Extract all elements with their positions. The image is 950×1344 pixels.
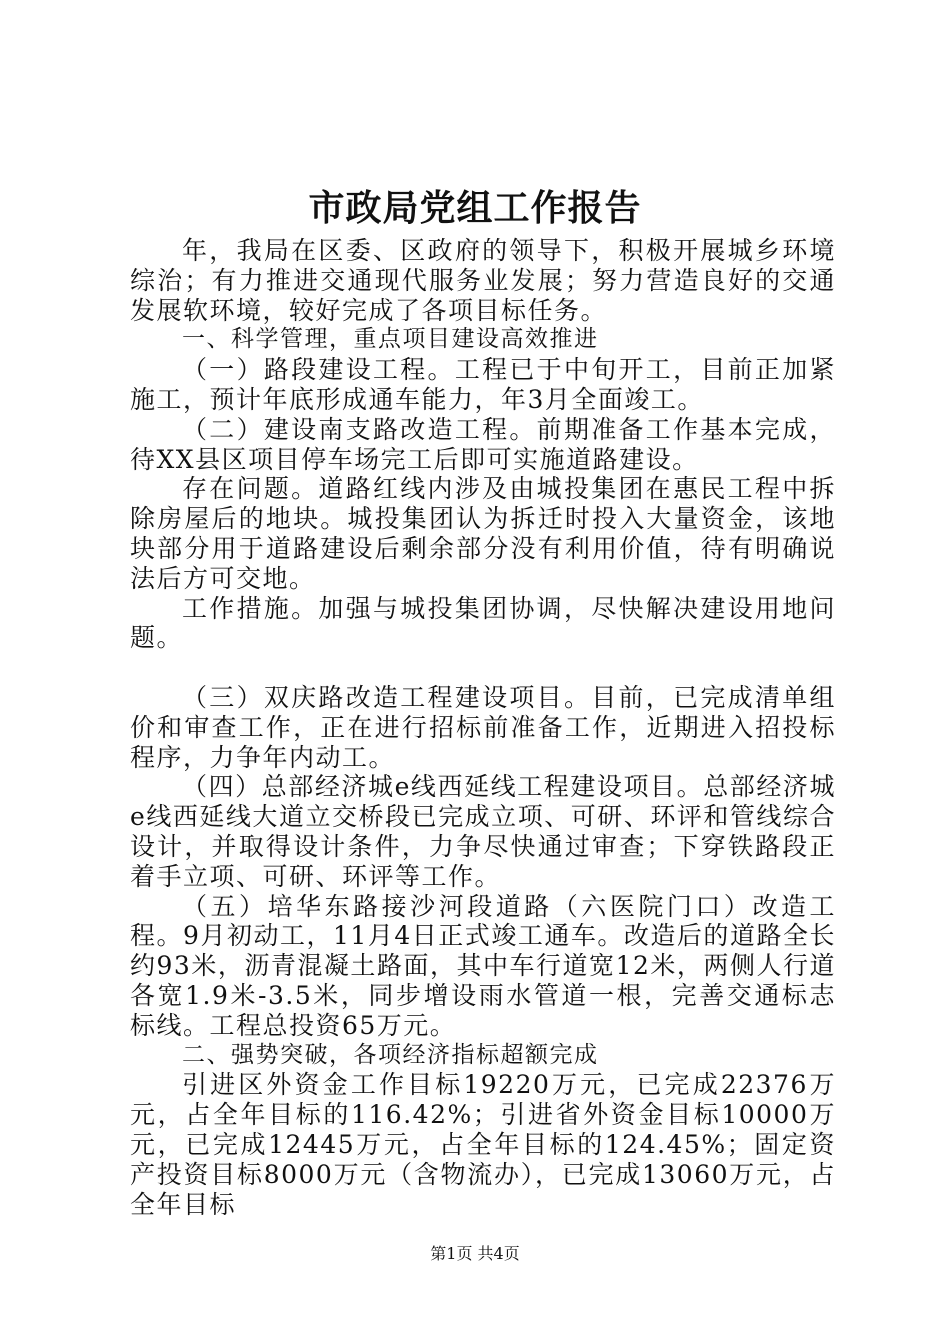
section-heading-1: 一、科学管理，重点项目建设高效推进 [182,326,599,353]
indicators-paragraph: 引进区外资金工作目标19220万元，已完成22376万元，占全年目标的116.42%；引进省外资金目标10000万元，已完成12445万元，占全年目标的124.45%；固定资产投资目标8000万元（含物流办），已完成13060万元，占全年目标 [130,1070,836,1219]
measures-paragraph: 工作措施。加强与城投集团协调，尽快解决建设用地问题。 [130,593,836,653]
item-paragraph-3: （三）双庆路改造工程建设项目。目前，已完成清单组价和审查工作，正在进行招标前准备工作，近期进入招投标程序，力争年内动工。 [130,682,836,772]
problem-paragraph: 存在问题。道路红线内涉及由城投集团在惠民工程中拆除房屋后的地块。城投集团认为拆迁时投入大量资金，该地块部分用于道路建设后剩余部分没有利用价值，待有明确说法后方可交地。 [130,474,836,593]
item-paragraph-4: （四）总部经济城e线西延线工程建设项目。总部经济城e线西延线大道立交桥段已完成立项、可研、环评和管线综合设计，并取得设计条件，力争尽快通过审查；下穿铁路段正着手立项、可研、环评等工作。 [130,772,836,891]
section-heading-2: 二、强势突破，各项经济指标超额完成 [182,1041,599,1068]
blank-line [130,653,836,683]
item-paragraph-1: （一）路段建设工程。工程已于中旬开工，目前正加紧施工，预计年底形成通车能力，年3月全面竣工。 [130,355,836,414]
intro-paragraph: 年，我局在区委、区政府的领导下，积极开展城乡环境综治；有力推进交通现代服务业发展；努力营造良好的交通发展软环境，较好完成了各项目标任务。 [130,236,836,325]
document-title: 市政局党组工作报告 [308,187,642,229]
item-paragraph-5: （五）培华东路接沙河段道路（六医院门口）改造工程。9月初动工，11月4日正式竣工通车。改造后的道路全长约93米，沥青混凝土路面，其中车行道宽12米，两侧人行道各宽1.9米-3.5米，同步增设雨水管道一根，完善交通标志标线。工程总投资65万元。 [130,891,836,1040]
page-footer: 第1页 共4页 [430,1244,520,1263]
item-paragraph-2: （二）建设南支路改造工程。前期准备工作基本完成，待XX县区项目停车场完工后即可实施道路建设。 [130,414,836,474]
document-body [130,236,836,1219]
